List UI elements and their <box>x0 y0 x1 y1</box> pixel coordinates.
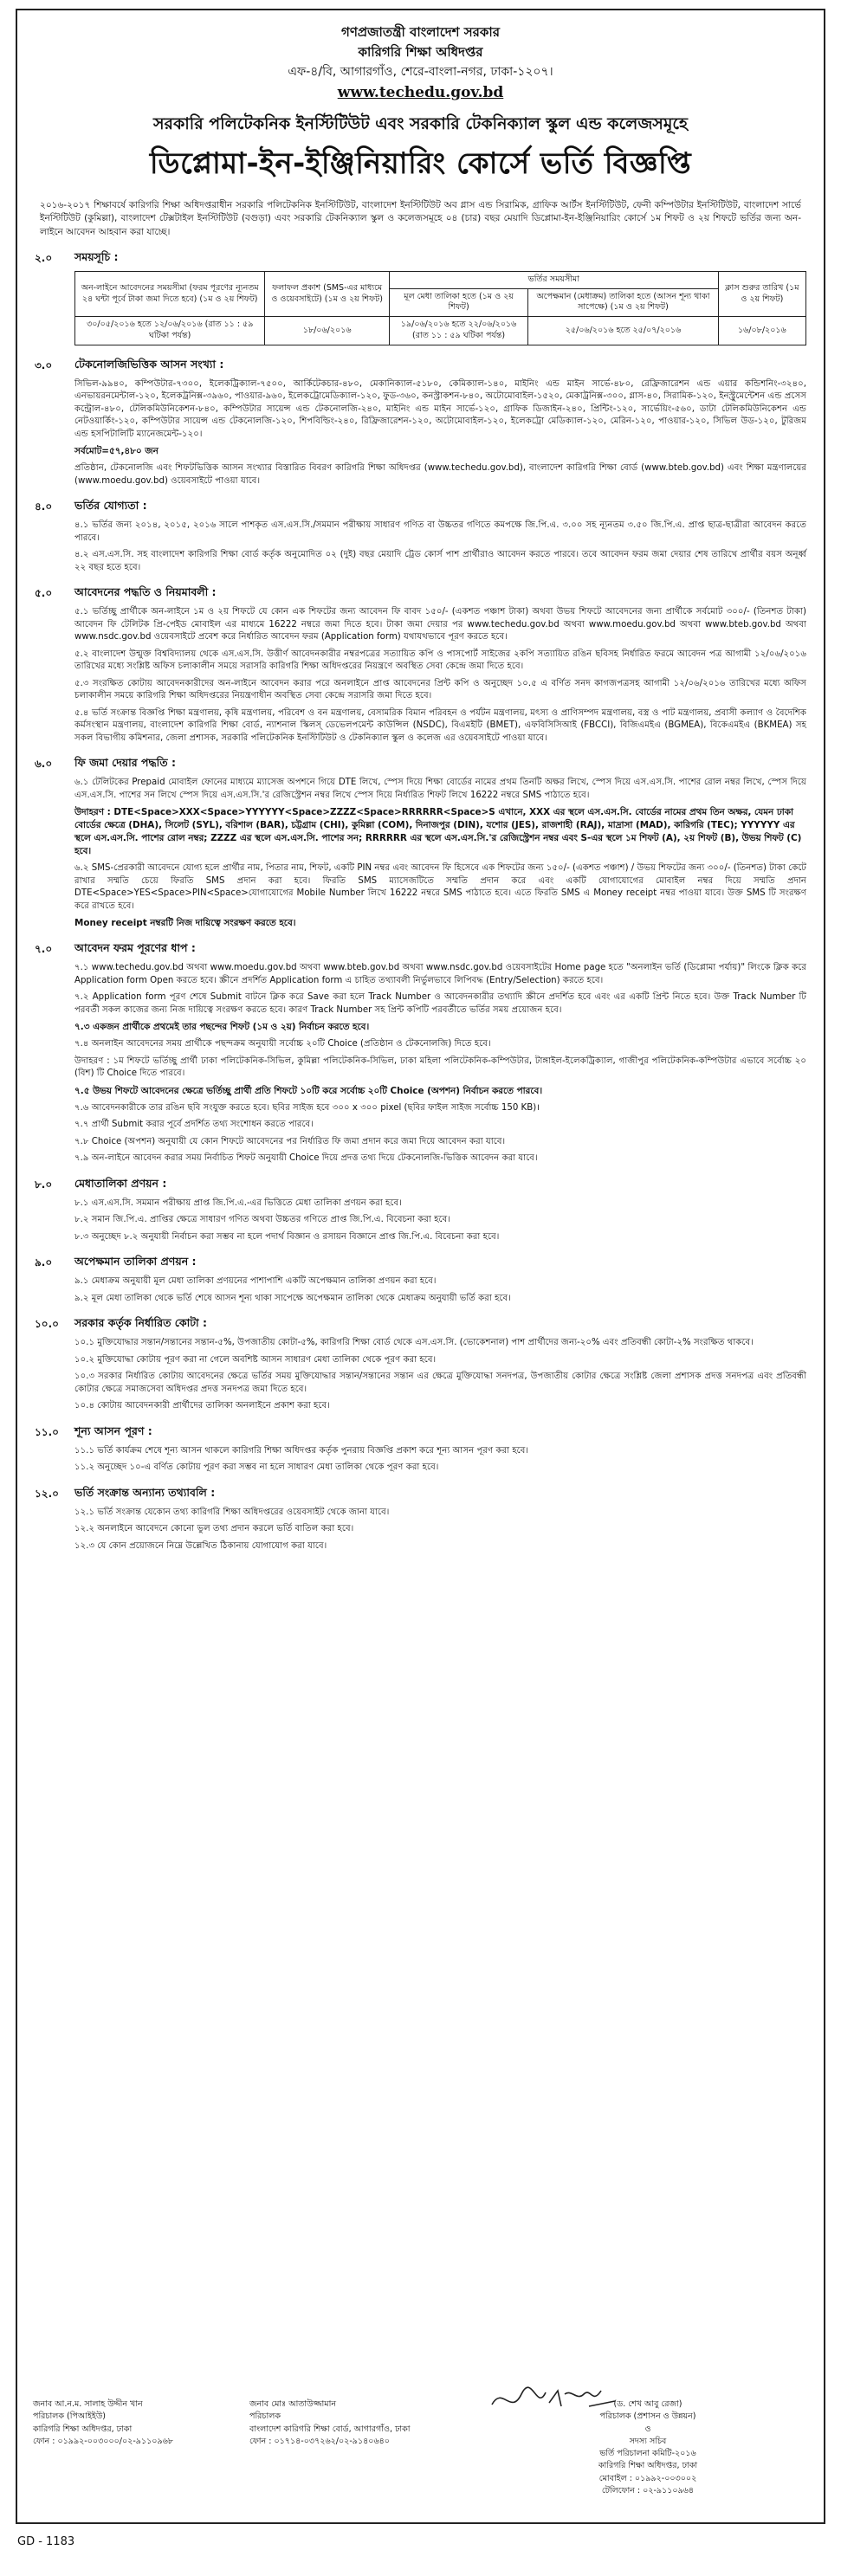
signatory-phone: ফোন : ০১৭১৪-০৩৭২৬২/০২-৯১৪০৬৪০ <box>249 2436 390 2446</box>
signatory-name: জনাব মোঃ আতাউজ্জামান <box>249 2399 336 2409</box>
paragraph: ৭.৯ অন-লাইনে আবেদন করার সময় নির্বাচিত শিফট অনুযায়ী Choice দিয়ে প্রদত্ত তথ্য দিয়ে টেকনোলজি-ভিত্তিক আবেদন করা যাবে। <box>74 1153 538 1164</box>
table-header: ক্লাস শুরুর তারিখ (১ম ও ২য় শিফট) <box>718 271 805 316</box>
paragraph: ১১.১ ভর্তি কার্যক্রম শেষে শূন্য আসন থাকলে কারিগরি শিক্ষা অধিদপ্তর কর্তৃক পুনরায় বিজ্ঞপ্তি প্রকাশ করে শূন্য আসন পূরণ করা হবে। <box>74 1445 529 1456</box>
notice-title: ডিপ্লোমা-ইন-ইঞ্জিনিয়ারিং কোর্সে ভর্তি বিজ্ঞপ্তি <box>149 145 692 181</box>
signatory-committee: ভর্তি পরিচালনা কমিটি-২০১৬ <box>599 2449 696 2458</box>
total-seats: সর্বমোট=৫৭,৪৮০ জন <box>74 446 158 457</box>
section-title: টেকনোলজিভিত্তিক আসন সংখ্যা : <box>74 357 224 371</box>
paragraph: ৬.১ টেলিটকের Prepaid মোবাইল ফোনের মাধ্যমে ম্যাসেজ অপশনে গিয়ে DTE লিখে, স্পেস দিয়ে শিক্ষা বোর্ডের নামের প্রথম তিনটি অক্ষর লিখে, স্পেস দিয়ে এস.এস.সি. পাশের রোল নম্বর লিখে, স্পেস দিয়ে এস.এস.সি. পাশের সন লিখে স্পেস দিয়ে এস.এস.সি.'র রেজিস্ট্রেশন নম্বর লিখে স্পেস দিয়ে নির্ধারিত শিফট লিখে 16222 নম্বরে SMS পাঠাতে হবে। <box>74 778 806 800</box>
paragraph: ৭.৮ Choice (অপশন) অনুযায়ী যে কোন শিফটে আবেদনের পর নির্ধারিত ফি জমা প্রদান করে জমা দিয়ে আবেদন করা যাবে। <box>74 1136 506 1146</box>
letterhead <box>35 23 806 105</box>
schedule-table <box>74 271 806 345</box>
paragraph: ৫.৪ ভর্তি সংক্রান্ত বিজ্ঞপ্তি শিক্ষা মন্ত্রণালয়, কৃষি মন্ত্রণালয়, পরিবেশ ও বন মন্ত্রণালয়, বেসামরিক বিমান পরিবহন ও পর্যটন মন্ত্রণালয়, মৎস্য ও প্রাণিসম্পদ মন্ত্রণালয়, বস্ত্র ও পাট মন্ত্রণালয়, প্রবাসী কল্যাণ ও বৈদেশিক কর্মসংস্থান মন্ত্রণালয়, বাংলাদেশ কারিগরি শিক্ষা বোর্ড, ন্যাশনাল স্কিলস্ ডেভেলপমেন্ট কাউন্সিল (NSDC), বিএমইটি (BMET), এফবিসিসিআই (FBCCI), বিজিএমইএ (BGMEA), বিকেএমইএ (BKMEA) সহ সকল বিভাগীয় কমিশনার, জেলা প্রশাসক, সরকারি পলিটেকনিক ইনস্টিটিউট ও টেকনিক্যাল স্কুল ও কলেজ এর ওয়েবসাইটে পাওয়া যাবে। <box>74 707 806 743</box>
section-number: ১১.০ <box>35 1425 59 1438</box>
section-title: অপেক্ষমান তালিকা প্রণয়ন : <box>74 1255 197 1269</box>
table-header: মূল মেধা তালিকা হতে (১ম ও ২য় শিফট) <box>389 288 527 317</box>
signatory-phone: ফোন : ০১৯৯২-০০৩০০০/০২-৯১১০৯৬৮ <box>33 2436 173 2446</box>
paragraph: উদাহরণ : ১ম শিফটে ভর্তিচ্ছু প্রার্থী ঢাকা পলিটেকনিক-সিভিল, কুমিল্লা পলিটেকনিক-সিভিল, ঢাকা মহিলা পলিটেকনিক-কম্পিউটার, টাঙ্গাইল-ইলেকট্রিক্যাল, গাজীপুর পলিটেকনিক-কম্পিউটার এভাবে সর্বোচ্চ ২০ (বিশ) টি Choice দিতে পারবে। <box>74 1056 806 1079</box>
section-number: ৪.০ <box>35 500 53 513</box>
paragraph: ৭.১ www.techedu.gov.bd অথবা www.moedu.gov.bd অথবা www.bteb.gov.bd অথবা www.nsdc.gov.bd ওয়েবসাইটের Home page হতে "অনলাইন ভর্তি (ডিপ্লোমা পর্যায়)" লিংকে ক্লিক করে Application form Open করতে হবে। স্ক্রীনে প্রদর্শিত Application form এ চাহিত তথ্যাবলী নির্ভুলভাবে লিপিবদ্ধ (Entry/Selection) করতে হবে। <box>74 963 806 985</box>
table-header: অন-লাইনে আবেদনের সময়সীমা (ফরম পূরণের ন্যূনতম ২৪ ঘন্টা পূর্বে টাকা জমা দিতে হবে) (১ম ও ২য় শিফট) <box>75 271 265 316</box>
section-seats <box>35 358 806 492</box>
section-form-steps <box>35 941 806 1169</box>
section-title: ভর্তির যোগ্যতা : <box>74 499 147 513</box>
table-header: অপেক্ষমান (মেধাক্রম) তালিকা হতে (আসন শূন্য থাকা সাপেক্ষে) (১ম ও ২য় শিফট) <box>528 288 718 317</box>
paragraph: ১০.২ মুক্তিযোদ্ধা কোটায় পূরণ করা না গেলে অবশিষ্ট আসন সাধারণ মেধা তালিকা থেকে পূরণ করা হবে। <box>74 1354 437 1365</box>
table-cell: ১৯/০৬/২০১৬ হতে ২২/০৬/২০১৬ (রাত ১১ : ৫৯ ঘটিকা পর্যন্ত) <box>389 317 527 345</box>
paragraph: ১০.৪ কোটায় আবেদনকারী প্রার্থীদের তালিকা অনলাইনে প্রকাশ করা হবে। <box>74 1401 330 1411</box>
footer-code: GD - 1183 <box>17 2535 75 2548</box>
website-link[interactable]: www.techedu.gov.bd <box>337 84 504 102</box>
table-header: ফলাফল প্রকাশ (SMS-এর মাধ্যমে ও ওয়েবসাইটে) (১ম ও ২য় শিফট) <box>265 271 389 316</box>
signatory-title: পরিচালক <box>249 2411 281 2422</box>
section-number: ৭.০ <box>35 943 53 956</box>
signatory-title: পরিচালক (প্রশাসন ও উন্নয়ন) <box>599 2411 696 2422</box>
table-cell: ২৫/০৬/২০১৬ হতে ২৫/০৭/২০১৬ <box>528 317 718 345</box>
signatories <box>33 2398 804 2511</box>
paragraph: ৮.২ সমান জি.পি.এ. প্রাপ্তির ক্ষেত্রে সাধারণ গণিত অথবা উচ্চতর গণিতে প্রাপ্ত জি.পি.এ. বিবেচনা করা হবে। <box>74 1215 450 1225</box>
paragraph: ১২.৩ যে কোন প্রয়োজনে নিম্নে উল্লেখিত ঠিকানায় যোগাযোগ করা যাবে। <box>74 1540 327 1551</box>
paragraph: ৭.৪ অনলাইন আবেদনের সময় প্রার্থীকে পছন্দক্রম অনুযায়ী সর্বোচ্চ ২০টি Choice (প্রতিষ্ঠান ও টেকনোলজি) দিতে হবে। <box>74 1039 491 1049</box>
paragraph: ৭.৭ প্রার্থী Submit করার পূর্বে প্রদর্শিত তথ্য সংশোধন করতে পারবে। <box>74 1120 314 1130</box>
section-waiting-list <box>35 1255 806 1309</box>
paragraph: ৮.৩ অনুচ্ছেদ ৮.২ অনুযায়ী নির্বাচন করা সম্ভব না হলে পদার্থ বিজ্ঞান ও রসায়ন বিজ্ঞানে প্রাপ্ত জি.পি.এ. বিবেচনা করা হবে। <box>74 1231 500 1242</box>
signatory-mobile: মোবাইল : ০১৯৯২-০০৩০০২ <box>598 2473 697 2483</box>
intro-paragraph: ২০১৬-২০১৭ শিক্ষাবর্ষে কারিগরি শিক্ষা অধিদপ্তরাধীন সরকারি পলিটেকনিক ইনস্টিটিউট, বাংলাদেশ ইনস্টিটিউট অব গ্লাস এন্ড সিরামিক, গ্রাফিক আর্টস ইনস্টিটিউট, ফেনী কম্পিউটার ইনস্টিটিউট, বাংলাদেশ সার্ভে ইনস্টিটিউট (কুমিল্লা), বাংলাদেশ টেক্সটাইল ইনস্টিটিউট (বগুড়া) এবং সরকারি টেকনিক্যাল স্কুল ও কলেজসমূহে ০৪ (চার) বছর মেয়াদি ডিপ্লোমা-ইন-ইঞ্জিনিয়ারিং কোর্সে ১ম শিফট ও ২য় শিফটে ভর্তির জন্য অন-লাইনে আবেদন আহবান করা যাচ্ছে। <box>40 199 801 238</box>
section-number: ৩.০ <box>35 358 53 371</box>
section-title: ভর্তি সংক্রান্ত অন্যান্য তথ্যাবলি : <box>74 1485 216 1499</box>
section-eligibility <box>35 499 806 578</box>
paragraph: ১০.৩ সরকার নির্ধারিত কোটায় আবেদনের ক্ষেত্রে ভর্তির সময় মুক্তিযোদ্ধার সন্তান/সন্তানের সন্তান এর ক্ষেত্রে মুক্তিযোদ্ধা সনদপত্র, উপজাতীয় কোটার ক্ষেত্রে সংশ্লিষ্ট জেলা প্রশাসক প্রদত্ত সনদপত্র এবং প্রতিবন্ধী কোটার ক্ষেত্রে সমাজসেবা অধিদপ্তর প্রদত্ত সনদপত্র জমা দিতে হবে। <box>74 1372 806 1394</box>
paragraph: ৮.১ এস.এস.সি. সমমান পরীক্ষায় প্রাপ্ত জি.পি.এ.-এর ভিত্তিতে মেধা তালিকা প্রণয়ন করা হবে। <box>74 1198 402 1208</box>
paragraph: ৫.১ ভর্তিচ্ছু প্রার্থীকে অন-লাইনে ১ম ও ২য় শিফটে যে কোন এক শিফটের জন্য আবেদন ফি বাবদ ১৫০/- (একশত পঞ্চাশ টাকা) অথবা উভয় শিফটে আবেদনের জন্য প্রার্থীকে সর্বমোট ৩০০/- (তিনশত টাকা) আবেদন ফি টেলিটক প্রি-পেইড মোবাইল এর মাধ্যমে 16222 নম্বরে জমা দিতে হবে। টাকা জমা দেয়ার পর www.techedu.gov.bd অথবা www.moedu.gov.bd অথবা www.bteb.gov.bd অথবা www.nsdc.gov.bd ওয়েবসাইটে প্রবেশ করে নির্ধারিত আবেদন ফরম (Application form) যথাযথভাবে পূরণ করতে হবে। <box>74 607 806 642</box>
paragraph: ৯.২ মূল মেধা তালিকা থেকে ভর্তি শেষে আসন শূন্য থাকা সাপেক্ষে অপেক্ষমান তালিকা থেকে মেধাক্রম অনুযায়ী ভর্তি করা হবে। <box>74 1293 511 1303</box>
section-merit-list <box>35 1177 806 1248</box>
section-schedule <box>35 250 806 351</box>
address: এফ-৪/বি, আগারগাঁও, শেরে-বাংলা-নগর, ঢাকা-১২০৭। <box>288 64 553 79</box>
paragraph: ৭.৬ আবেদনকারীকে তার রঙিন ছবি সংযুক্ত করতে হবে। ছবির সাইজ হবে ৩০০ x ৩০০ pixel (ছবির ফাইল সাইজ সর্বোচ্চ 150 KB)। <box>74 1102 540 1113</box>
paragraph: ৯.১ মেধাক্রম অনুযায়ী মূল মেধা তালিকা প্রণয়নের পাশাপাশি একটি অপেক্ষমান তালিকা প্রণয়ন করা হবে। <box>74 1276 437 1287</box>
section-number: ১০.০ <box>35 1318 59 1331</box>
table-cell: ১৬/০৮/২০১৬ <box>718 317 805 345</box>
signatory-org: কারিগরি শিক্ষা অধিদপ্তর, ঢাকা <box>33 2424 133 2434</box>
paragraph: ১১.২ অনুচ্ছেদ ১০-এ বর্ণিত কোটায় পূরণ করা সম্ভব না হলে সাধারণ মেধা তালিকা থেকে পূরণ করা হবে। <box>74 1462 439 1473</box>
paragraph: ৭.৫ উভয় শিফটে আবেদনের ক্ষেত্রে ভর্তিচ্ছু প্রার্থী প্রতি শিফটে ১০টি করে সর্বোচ্চ ২০টি Choice (অপশন) নির্বাচন করতে পারবে। <box>74 1085 543 1096</box>
section-number: ২.০ <box>35 251 53 264</box>
paragraph: ১২.১ ভর্তি সংক্রান্ত যেকোন তথ্য কারিগরি শিক্ষা অধিদপ্তরের ওয়েবসাইট থেকে জানা যাবে। <box>74 1507 390 1517</box>
paragraph: ৪.১ ভর্তির জন্য ২০১৪, ২০১৫, ২০১৬ সালে পাশকৃত এস.এস.সি./সমমান পরীক্ষায় সাধারণ গণিত বা উচ্চতর গণিতে কমপক্ষে জি.পি.এ. ৩.০০ সহ ন্যূনতম ৩.৫০ জি.পি.এ. প্রাপ্ত ছাত্র-ছাত্রীরা আবেদন করতে পারবে। <box>74 520 806 543</box>
paragraph: ১০.১ মুক্তিযোদ্ধার সন্তান/সন্তানের সন্তান-৫%, উপজাতীয় কোটা-৫%, কারিগরি শিক্ষা বোর্ড থেকে এস.এস.সি. (ভোকেশনাল) পাশ প্রার্থীদের জন্য-২০% এবং প্রতিবন্ধী কোটা-২% সংরক্ষিত থাকবে। <box>74 1338 754 1348</box>
signatory-middle <box>249 2398 492 2448</box>
paragraph: ৪.২ এস.এস.সি. সহ বাংলাদেশ কারিগরি শিক্ষা বোর্ড কর্তৃক অনুমোদিত ০২ (দুই) বছর মেয়াদি ট্রেড কোর্স পাশ প্রার্থীরাও আবেদন করতে পারবে। তবে আবেদন ফরম জমা দেয়ার শেষ তারিখে প্রার্থীর বয়স অনূর্ধ্ব ২২ বছর হতে হবে। <box>74 550 806 572</box>
section-other-info <box>35 1486 806 1557</box>
govt-name: গণপ্রজাতন্ত্রী বাংলাদেশ সরকার <box>341 24 500 40</box>
paragraph: ১২.২ অনলাইনে আবেদনে কোনো ভুল তথ্য প্রদান করলে ভর্তি বাতিল করা হবে। <box>74 1524 354 1534</box>
section-title: শূন্য আসন পূরণ : <box>74 1424 152 1437</box>
signatory-right <box>544 2398 752 2497</box>
section-application <box>35 585 806 749</box>
directorate-name: কারিগরি শিক্ষা অধিদপ্তর <box>358 44 483 61</box>
table-cell: ৩০/০৫/২০১৬ হতে ১২/০৬/২০১৬ (রাত ১১ : ৫৯ ঘটিকা পর্যন্ত) <box>75 317 265 345</box>
section-title: সরকার কর্তৃক নির্ধারিত কোটা : <box>74 1316 208 1330</box>
signatory-conjunction: ও <box>644 2424 651 2434</box>
paragraph: ৬.২ SMS-প্রেরকারী আবেদনে যোগ্য হলে প্রার্থীর নাম, পিতার নাম, শিফট, একটি PIN নম্বর এবং আবেদন ফি হিসেবে এক শিফটের জন্য ১৫০/- (একশত পঞ্চাশ) / উভয় শিফটের জন্য ৩০০/- (তিনশত) টাকা কেটে রাখার সম্মতি চেয়ে ফিরতি SMS প্রদান করা হবে। ফিরতি SMS ম্যাসেজটিতে সম্মতি প্রদান করে এবং একটি যোগাযোগের মোবাইল নম্বর দিয়ে সম্মতি প্রদান DTE<Space>YES<Space>PIN<Space>যোগাযোগের Mobile Number লিখে 16222 নম্বরে SMS পাঠাতে হবে। এতে ফিরতি SMS এ Money receipt নম্বর পাওয়া যাবে। উক্ত SMS টি সংরক্ষণ করে রাখতে হবে। <box>74 863 806 911</box>
paragraph: ৫.২ বাংলাদেশ উন্মুক্ত বিশ্ববিদ্যালয় থেকে এস.এস.সি. উত্তীর্ণ আবেদনকারীর নম্বরপত্রের সত্যায়িত কপি ও পাসপোর্ট সাইজের ২কপি সত্যায়িত রঙিন ছবিসহ নির্ধারিত ফরমে আবেদন পত্র আগামী ১২/০৬/২০১৬ তারিখের মধ্যে সংশ্লিষ্ট অফিস চলাকালীন সময়ে সরাসরি কারিগরি শিক্ষা অধিদপ্তরের নিয়ন্ত্রণে অবস্থিত সেবা কেন্দ্রে জমা দিতে হবে। <box>74 649 806 672</box>
section-fee <box>35 756 806 934</box>
section-vacant-seats <box>35 1424 806 1479</box>
section-number: ৬.০ <box>35 758 53 771</box>
paragraph: ৭.২ Application form পূরণ শেষে Submit বাটনে ক্লিক করে Save করা হলে Track Number ও আবেদনকারীর তথ্যাদি স্ক্রীনে প্রদর্শিত হবে এবং এর একটি প্রিন্ট নিতে হবে। উক্ত Track Number টি পরবর্তী সকল কাজের জন্য নিজ দায়িত্বে সংরক্ষণ করতে হবে। কারণ Track Number সহ প্রিন্ট কপিটি পরবর্তীতে ভর্তির সময় প্রয়োজন হবে। <box>74 992 806 1015</box>
section-number: ৫.০ <box>35 587 53 600</box>
section-title: মেধাতালিকা প্রণয়ন : <box>74 1176 167 1190</box>
signatory-role: সদস্য সচিব <box>629 2436 667 2446</box>
paragraph: ৫.৩ সংরক্ষিত কোটায় আবেদনকারীদের অন-লাইনে আবেদন করার পরে অনলাইনে প্রাপ্ত আবেদনের প্রিন্ট কপি ও অনুচ্ছেদ ১০.৫ এ বর্ণিত সনদ কাগজপত্রসহ আগামী ১২/০৬/২০১৬ তারিখের মধ্যে অফিস চলাকালীন সময়ে কারিগরি শিক্ষা অধিদপ্তরের নিয়ন্ত্রণাধীন অবস্থিত সেবা কেন্দ্রে সরাসরি জমা দিতে হবে। <box>74 678 806 701</box>
signatory-title: পরিচালক (পিআইইউ) <box>33 2411 106 2422</box>
notice-subtitle: সরকারি পলিটেকনিক ইনস্টিটিউট এবং সরকারি টেকনিক্যাল স্কুল এন্ড কলেজসমূহে <box>152 113 689 133</box>
section-number: ৯.০ <box>35 1256 53 1269</box>
section-number: ৮.০ <box>35 1178 53 1191</box>
signatory-org: বাংলাদেশ কারিগরি শিক্ষা বোর্ড, আগারগাঁও, ঢাকা <box>249 2424 411 2434</box>
paragraph: প্রতিষ্ঠান, টেকনোলজি এবং শিফটভিত্তিক আসন সংখ্যার বিস্তারিত বিবরণ কারিগরি শিক্ষা অধিদপ্তর (www.techedu.gov.bd), বাংলাদেশ কারিগরি শিক্ষা বোর্ড (www.bteb.gov.bd) এবং শিক্ষা মন্ত্রণালয়ের (www.moedu.gov.bd) ওয়েবসাইটে পাওয়া যাবে। <box>74 463 806 486</box>
signatory-name: জনাব আ.ন.ম. সালাহ উদ্দীন খান <box>33 2399 143 2409</box>
signatory-tel: টেলিফোন : ০২-৯১১০৯৬৪ <box>601 2485 695 2495</box>
section-number: ১২.০ <box>35 1487 59 1500</box>
money-receipt-note: Money receipt নম্বরটি নিজ দায়িত্বে সংরক্ষণ করতে হবে। <box>74 918 296 929</box>
section-title: আবেদনের পদ্ধতি ও নিয়মাবলী : <box>74 585 217 599</box>
sms-example: উদাহরণ : DTE<Space>XXX<Space>YYYYYY<Space>ZZZZ<Space>RRRRRR<Space>S এখানে, XXX এর স্থলে এস.এস.সি. বোর্ডের নামের প্রথম তিন অক্ষর, যেমন ঢাকা বোর্ডের ক্ষেত্রে (DHA), সিলেট (SYL), বরিশাল (BAR), চট্টগ্রাম (CHI), কুমিল্লা (COM), দিনাজপুর (DIN), যশোর (JES), রাজশাহী (RAJ), মাদ্রাসা (MAD), কারিগরি (TEC); YYYYYY এর স্থলে এস.এস.সি. পাশের রোল নম্বর; ZZZZ এর স্থলে এস.এস.সি. পাশের সন; RRRRRR এর স্থলে এস.এস.সি.'র রেজিস্ট্রেশন নম্বর এবং S-এর স্থলে ১ম শিফট (A), ২য় শিফট (B), উভয় শিফট (C) হবে। <box>74 807 802 857</box>
section-title: আবেদন ফরম পূরণের ধাপ : <box>74 941 196 955</box>
table-header: ভর্তির সময়সীমা <box>389 271 718 288</box>
section-title: ফি জমা দেয়ার পদ্ধতি : <box>74 756 176 770</box>
signatory-name: (ড. শেখ আবু রেজা) <box>613 2399 683 2409</box>
table-cell: ১৮/০৬/২০১৬ <box>265 317 389 345</box>
notice-frame <box>16 9 825 2524</box>
signatory-org: কারিগরি শিক্ষা অধিদপ্তর, ঢাকা <box>598 2461 698 2471</box>
paragraph: সিভিল-৯৯৪০, কম্পিউটার-৭৩০০, ইলেকট্রিক্যাল-৭৫০০, আর্কিটেকচার-৪৮০, মেকানিক্যাল-৫১৮০, কেমিক্যাল-১৪০, মাইনিং এন্ড মাইন সার্ভে-৪৮০, রেফ্রিজারেশন এন্ড এয়ার কন্ডিশনিং-৩২৪০, এনভায়রনমেন্টাল-১২০, ইলেকট্রনিক্স-৩৯৬০, পাওয়ার-৯৬০, ইলেকট্রোমেডিক্যাল-১২০, ফুড-৩৬০, কনস্ট্রাকশন-৮৪০, অটোমোবাইল-১৫২০, মেকাট্রনিক্স-৩০০, গ্লাস-৪০, সিরামিক-১২০, ইনস্ট্রুমেন্টেশন এন্ড প্রসেস কন্ট্রোল-৪৮০, টেলিকমিউনিকেশন-৮৪০, কম্পিউটার সায়েন্স এন্ড টেকনোলজি-২৪০, মাইনিং এন্ড মাইন সার্ভে-১২০, গ্রাফিক ডিজাইন-২৪০, প্রিন্টিং-১২০, সার্ভেয়িং-৫৬০, ডাটা টেলিকমিউনিকেশন এন্ড নেটওয়ার্কিং-১২০, কম্পিউটার সায়েন্স এন্ড টেকনোলজি-১২০, শিপবিল্ডিং-২৪০, রিফ্রিজারেশন-১২০, অটোমোবাইল-১২০, ইলেকট্রো মেডিক্যাল-১২০, মেরিন-১২০, পাওয়ার-১২০, সিভিল উড-১২০, টুরিজম এন্ড হসপিটালিটি ম্যানেজমেন্ট-১২০। <box>74 378 806 439</box>
signatory-left <box>33 2398 249 2448</box>
section-title: সময়সূচি : <box>74 249 119 263</box>
paragraph: ৭.৩ একজন প্রার্থীকে প্রথমেই তার পছন্দের শিফট (১ম ও ২য়) নির্বাচন করতে হবে। <box>74 1022 370 1033</box>
section-quota <box>35 1316 806 1417</box>
